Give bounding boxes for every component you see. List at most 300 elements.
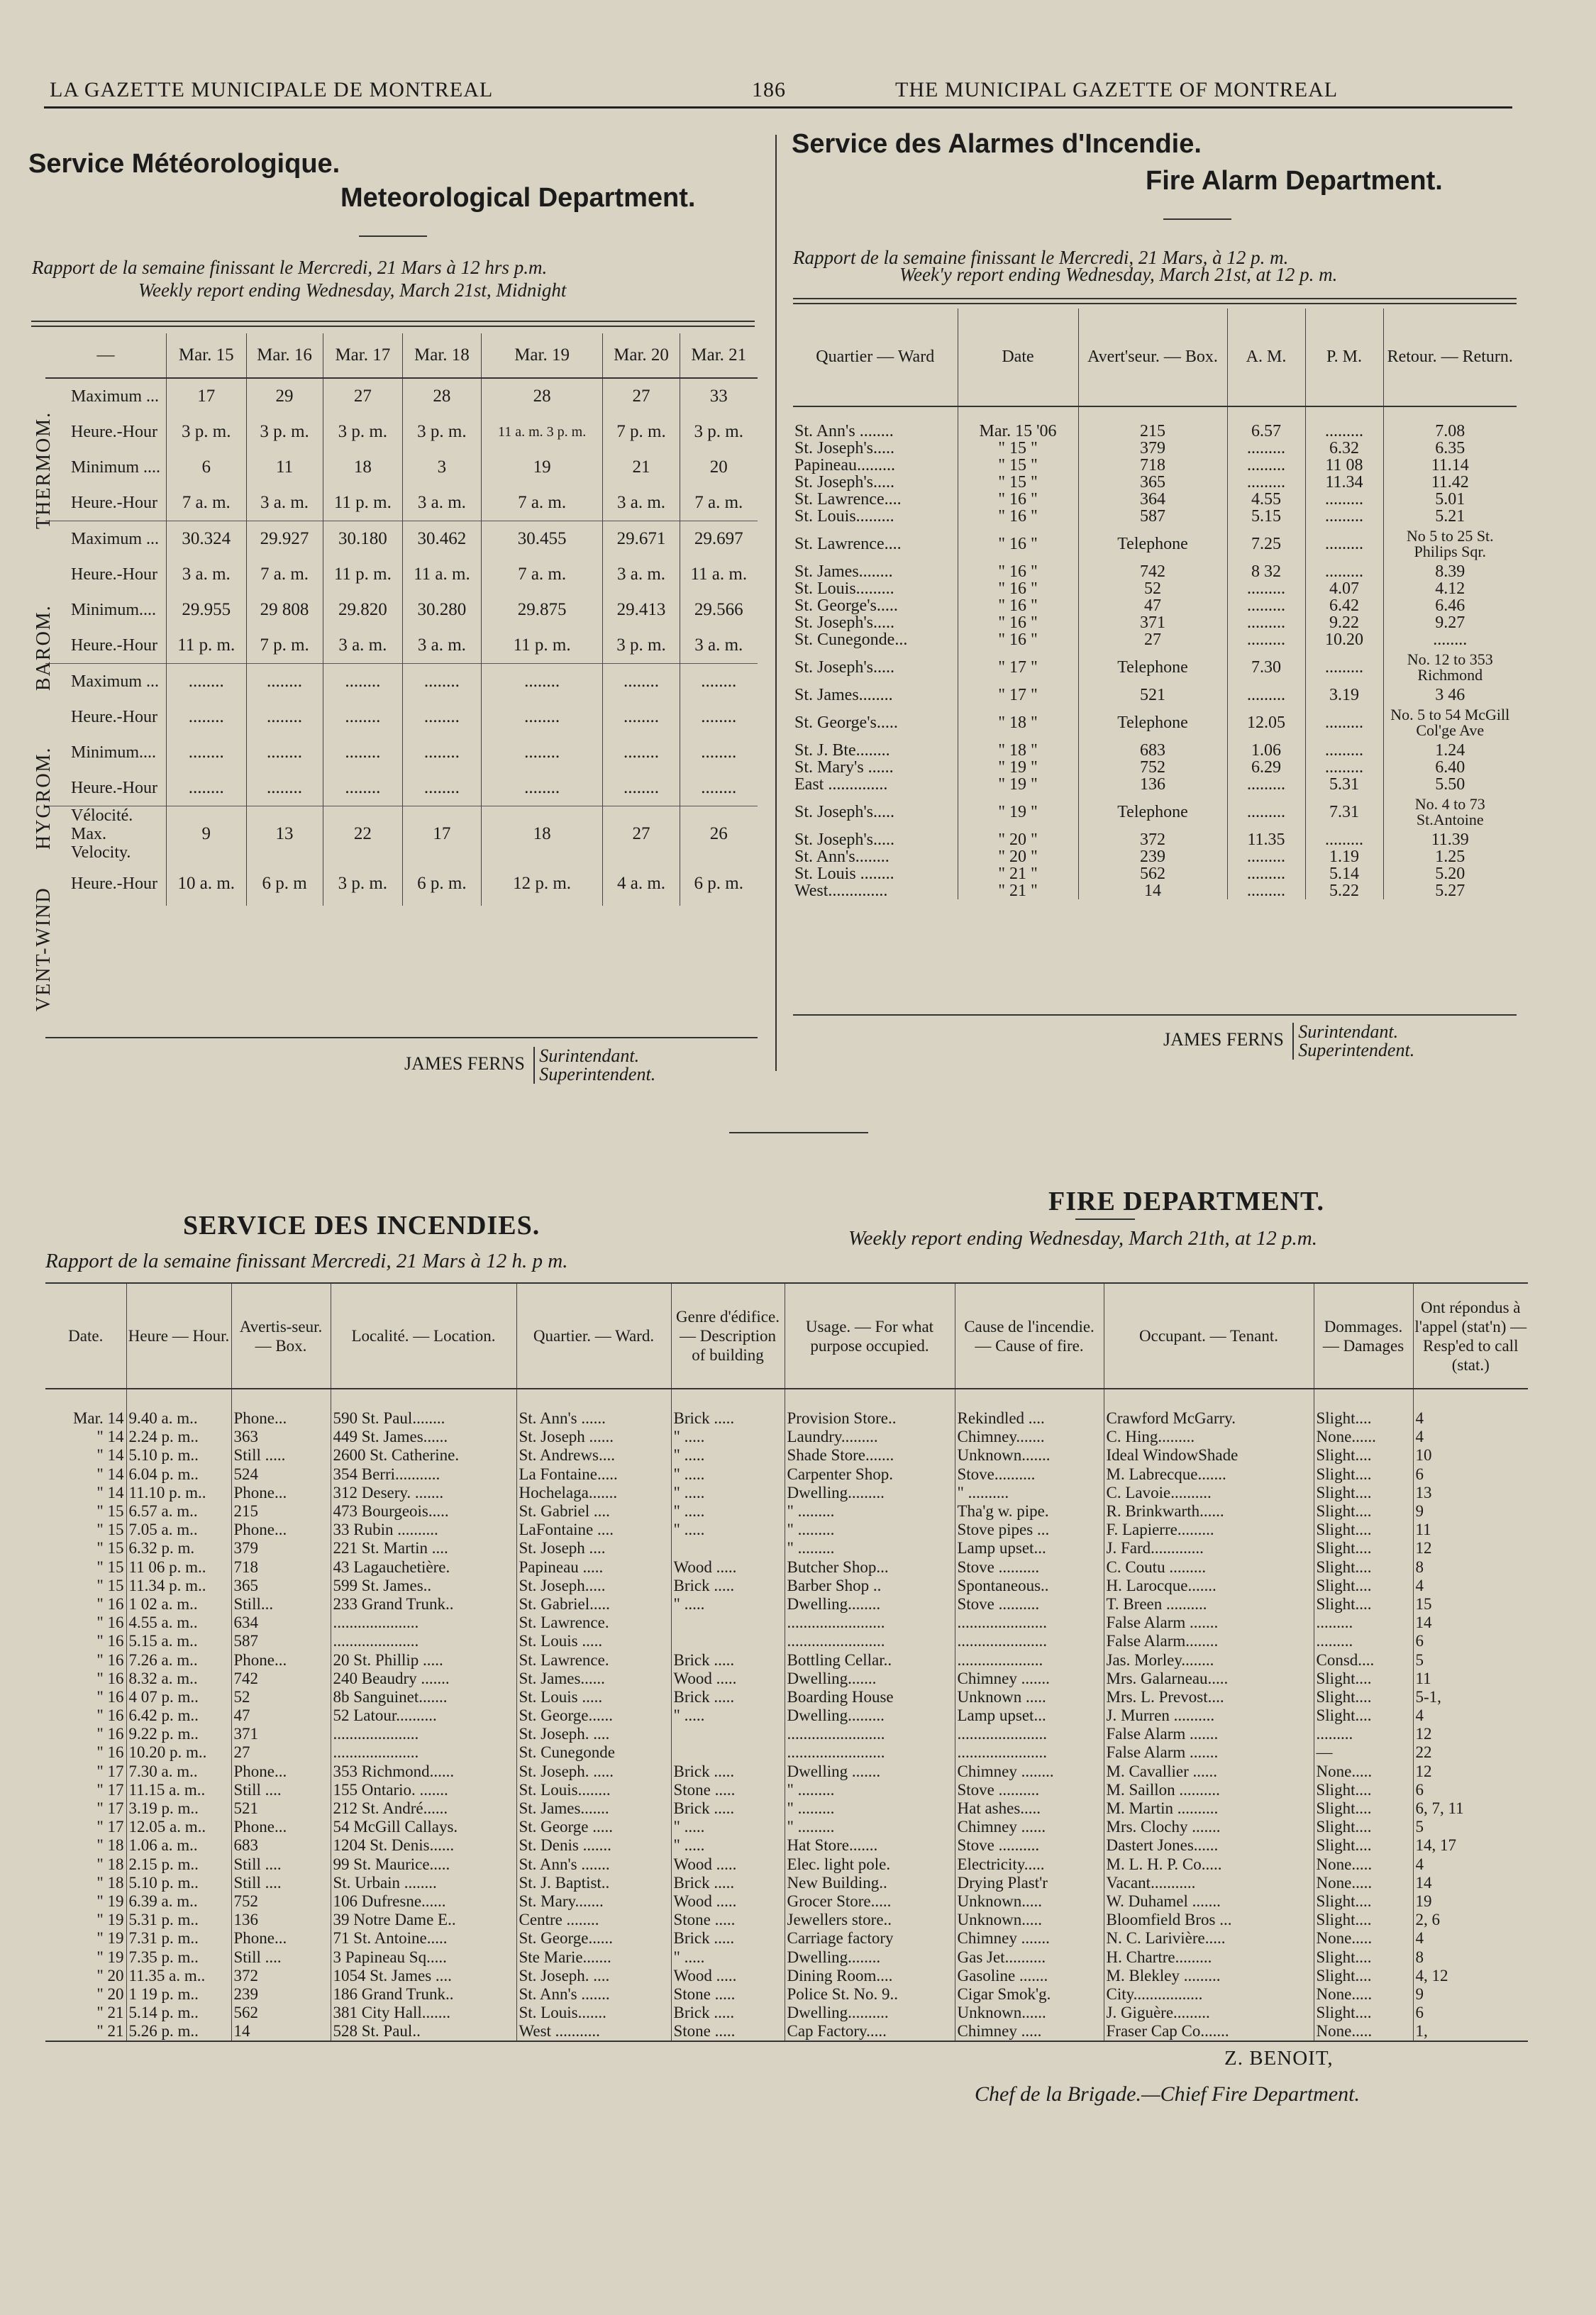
fire-cell: St. Joseph .... (516, 1539, 671, 1558)
fire-cell: Boarding House (785, 1688, 955, 1706)
alarm-cell: " 18 " (958, 742, 1078, 759)
fire-cell: Slight.... (1314, 1465, 1413, 1484)
fire-cell: " ..... (671, 1465, 785, 1484)
alarm-cell: 4.07 (1305, 580, 1383, 597)
fire-cell: Centre ........ (516, 1911, 671, 1929)
fire-cell: " 17 (96, 1780, 124, 1799)
fire-row (45, 1484, 1528, 1502)
meteo-cell: 7 p. m. (603, 414, 680, 450)
fire-cell: Dining Room.... (785, 1967, 955, 1985)
meteo-cell: ........ (246, 735, 323, 770)
fire-cell: 590 St. Paul........ (331, 1389, 516, 1428)
fire-cell: St. Louis........ (516, 1781, 671, 1799)
fire-cell: Rekindled .... (955, 1389, 1104, 1428)
fire-cell: Slight.... (1314, 1799, 1413, 1818)
fire-cell: " 14 (96, 1428, 124, 1446)
fire-cell: Slight.... (1314, 1558, 1413, 1577)
fire-body (45, 1389, 1528, 2041)
alarm-cell: " 18 " (958, 704, 1078, 742)
fire-cell: 587 (231, 1632, 331, 1650)
alarm-row (793, 776, 1517, 793)
fire-cell: H. Larocque....... (1104, 1577, 1314, 1595)
alarm-cell: 12.05 (1227, 704, 1305, 742)
fire-cell: Consd.... (1314, 1650, 1413, 1669)
fire-cell (671, 1743, 785, 1762)
meteo-cell: 3 p. m. (323, 414, 403, 450)
alarm-row (793, 525, 1517, 563)
fire-cell: " ......... (785, 1818, 955, 1836)
meteo-cell: 22 (323, 806, 403, 862)
fire-cell: 11.35 a. m.. (126, 1967, 231, 1985)
fire-cell: Slight.... (1314, 1688, 1413, 1706)
fire-cell: " 20 (96, 1966, 124, 1984)
fire-cell: Dwelling......... (785, 1484, 955, 1502)
fire-cell: Unknown..... (955, 1892, 1104, 1911)
fire-row (45, 1650, 1528, 1669)
alarm-cell: " 16 " (958, 491, 1078, 508)
fire-cell: St. Gabriel..... (516, 1595, 671, 1614)
meteo-cell: ........ (403, 735, 482, 770)
fire-cell: " 19 (96, 1929, 124, 1948)
alarm-sig-name: JAMES FERNS (1163, 1028, 1284, 1050)
meteo-cell: 6 p. m (246, 862, 323, 906)
fire-cell: M. Cavallier ...... (1104, 1762, 1314, 1781)
fire-cell: 1.06 a. m.. (126, 1836, 231, 1855)
fire-cell: Chimney....... (955, 1428, 1104, 1446)
alarm-row (793, 648, 1517, 687)
meteo-row (45, 592, 758, 628)
meteo-cell: 3 a. m. (403, 485, 482, 521)
fire-cell: " 19 (96, 1911, 124, 1929)
fire-cell: Still... (231, 1595, 331, 1614)
fire-cell: Phone... (231, 1762, 331, 1781)
meteo-cell: 27 (323, 378, 403, 414)
fire-cell: 6, 7, 11 (1413, 1799, 1528, 1818)
alarm-cell: " 21 " (958, 865, 1078, 882)
meteo-row (45, 521, 758, 557)
fire-cell: " 16 (96, 1632, 124, 1650)
fire-cell: " 19 (96, 1948, 124, 1966)
fire-cell: H. Chartre......... (1104, 1948, 1314, 1966)
meteo-cell: 20 (680, 450, 758, 485)
fire-cell: 5.10 p. m.. (126, 1874, 231, 1892)
fire-cell: St. Lawrence. (516, 1614, 671, 1632)
fire-subtitle-en: Weekly report ending Wednesday, March 21th, at 12 p.m. (848, 1227, 1317, 1250)
meteo-cell: 3 p. m. (603, 628, 680, 664)
meteo-col-header: Mar. 18 (403, 333, 482, 378)
fire-cell: 12 (1413, 1762, 1528, 1781)
meteo-cell: 9 (167, 806, 247, 862)
alarm-cell: 7.31 (1305, 793, 1383, 831)
fire-cell: 3 Papineau Sq..... (331, 1948, 516, 1966)
alarm-cell: St. Louis ........ (794, 865, 894, 882)
fire-cell: None..... (1314, 1874, 1413, 1892)
fire-cell: ......... (1314, 1725, 1413, 1743)
fire-cell: St. James...... (516, 1670, 671, 1688)
meteo-cell: ........ (481, 770, 603, 806)
meteo-cell: 29.671 (603, 521, 680, 557)
meteo-row-label: Heure.-Hour (71, 565, 157, 584)
fire-cell: 5.15 a. m.. (126, 1632, 231, 1650)
alarm-cell: 1.06 (1227, 742, 1305, 759)
alarm-row (793, 508, 1517, 525)
fire-row (45, 1892, 1528, 1911)
alarm-cell: St. Ann's ........ (794, 422, 894, 440)
fire-row (45, 1428, 1528, 1446)
fire-cell: 6 (1413, 1632, 1528, 1650)
fire-row (45, 1632, 1528, 1650)
fire-cell: Spontaneous.. (955, 1577, 1104, 1595)
fire-cell (671, 1614, 785, 1632)
fire-cell: 4 07 p. m.. (126, 1688, 231, 1706)
fire-cell: ...................... (955, 1725, 1104, 1743)
fire-cell: Unknown....... (955, 1446, 1104, 1465)
fire-cell: 39 Notre Dame E.. (331, 1911, 516, 1929)
fire-cell: " 16 (96, 1725, 124, 1743)
group-label-wind: VENT-WIND (33, 887, 55, 1011)
fire-cell: Stone ..... (671, 1911, 785, 1929)
alarm-cell: ......... (1305, 648, 1383, 687)
fire-cell: " ......... (785, 1502, 955, 1521)
fire-cell: Dwelling......... (785, 1706, 955, 1725)
alarm-cell: ......... (1227, 865, 1305, 882)
meteo-cell: 7 a. m. (481, 557, 603, 592)
alarm-row (793, 631, 1517, 648)
fire-cell: St. Andrews.... (516, 1446, 671, 1465)
alarm-cell: " 21 " (958, 882, 1078, 899)
fire-sig-title: Chef de la Brigade.—Chief Fire Department. (975, 2082, 1360, 2106)
fire-cell: 1054 St. James .... (331, 1967, 516, 1985)
alarm-cell: 5.27 (1383, 882, 1517, 899)
fire-row (45, 1465, 1528, 1484)
fire-cell: Brick ..... (671, 1389, 785, 1428)
fire-cell: Bottling Cellar.. (785, 1650, 955, 1669)
fire-cell: " 17 (96, 1818, 124, 1836)
meteo-row-label: Heure.-Hour (71, 707, 157, 726)
fire-cell: Ste Marie....... (516, 1948, 671, 1966)
fire-cell: 4 (1413, 1577, 1528, 1595)
fire-cell: ...................... (955, 1743, 1104, 1762)
fire-cell: St. Denis ....... (516, 1836, 671, 1855)
meteo-cell: 3 a. m. (246, 485, 323, 521)
meteo-cell: ........ (246, 664, 323, 700)
meteo-cell: 19 (481, 450, 603, 485)
fire-cell: Slight.... (1314, 1539, 1413, 1558)
alarm-col-header: Avert'seur. — Box. (1078, 309, 1227, 406)
meteo-cell: 6 p. m. (403, 862, 482, 906)
fire-cell: F. Lapierre......... (1104, 1521, 1314, 1539)
fire-row (45, 1389, 1528, 1428)
meteo-row (45, 414, 758, 450)
fire-cell: ........................ (785, 1632, 955, 1650)
alarm-cell: St. Lawrence.... (794, 491, 902, 508)
alarm-cell: 27 (1078, 631, 1227, 648)
header-rule (44, 106, 1512, 109)
fire-cell: Stove .......... (955, 1781, 1104, 1799)
meteo-cell: 6 p. m. (680, 862, 758, 906)
fire-row (45, 1688, 1528, 1706)
alarm-cell: 6.35 (1383, 440, 1517, 457)
fire-cell: 1 19 p. m.. (126, 1985, 231, 2004)
fire-short-rule (1075, 1218, 1135, 1220)
fire-cell: Phone... (231, 1650, 331, 1669)
alarm-cell: St. James........ (794, 563, 893, 580)
alarm-cell: 7.25 (1227, 525, 1305, 563)
fire-cell: Jas. Morley........ (1104, 1650, 1314, 1669)
fire-cell: " 15 (96, 1576, 124, 1594)
alarm-cell: 5.21 (1383, 508, 1517, 525)
fire-cell: St. Louis ..... (516, 1688, 671, 1706)
fire-cell: Wood ..... (671, 1967, 785, 1985)
fire-cell: 99 St. Maurice..... (331, 1855, 516, 1874)
alarm-cell: 683 (1078, 742, 1227, 759)
fire-cell: 7.31 p. m.. (126, 1929, 231, 1948)
alarm-cell: 14 (1078, 882, 1227, 899)
fire-cell: 11.10 p. m.. (126, 1484, 231, 1502)
fire-cell: 11.15 a. m.. (126, 1781, 231, 1799)
fire-row (45, 1929, 1528, 1948)
fire-cell: 12.05 a. m.. (126, 1818, 231, 1836)
fire-cell: Ideal WindowShade (1104, 1446, 1314, 1465)
alarm-cell: ......... (1227, 793, 1305, 831)
alarm-cell: 6.46 (1383, 597, 1517, 614)
fire-cell: Phone... (231, 1929, 331, 1948)
fire-cell: 599 St. James.. (331, 1577, 516, 1595)
alarm-cell: 364 (1078, 491, 1227, 508)
fire-cell: 7.30 a. m.. (126, 1762, 231, 1781)
alarm-row (793, 865, 1517, 882)
fire-cell: 15 (1413, 1595, 1528, 1614)
meteo-cell: 29.927 (246, 521, 323, 557)
meteo-col-header: Mar. 16 (246, 333, 323, 378)
fire-cell: Hat ashes..... (955, 1799, 1104, 1818)
fire-cell: 54 McGill Callays. (331, 1818, 516, 1836)
alarm-cell: 47 (1078, 597, 1227, 614)
alarm-cell: " 19 " (958, 793, 1078, 831)
alarm-cell: 7.30 (1227, 648, 1305, 687)
fire-cell: 1 02 a. m.. (126, 1595, 231, 1614)
alarm-subtitle-fr: Rapport de la semaine finissant le Mercredi, 21 Mars, à 12 p. m. (793, 247, 1289, 268)
fire-cell: Slight.... (1314, 1389, 1413, 1428)
meteo-cell: ........ (603, 664, 680, 700)
meteo-col-header: Mar. 20 (603, 333, 680, 378)
alarm-row (793, 474, 1517, 491)
fire-cell: 528 St. Paul.. (331, 2022, 516, 2041)
fire-cell: " ......... (785, 1799, 955, 1818)
fire-cell: ..................... (331, 1614, 516, 1632)
meteo-row (45, 378, 758, 414)
alarm-cell: 6.42 (1305, 597, 1383, 614)
meteo-cell: ........ (403, 664, 482, 700)
alarm-cell: St. George's..... (794, 597, 898, 614)
fire-cell: 634 (231, 1614, 331, 1632)
fire-cell: Brick ..... (671, 1688, 785, 1706)
meteo-cell: 27 (603, 806, 680, 862)
meteo-cell: 11 a. m. (680, 557, 758, 592)
fire-cell: 312 Desery. ....... (331, 1484, 516, 1502)
alarm-cell: St. Louis......... (794, 508, 894, 525)
alarm-cell: 4.12 (1383, 580, 1517, 597)
alarm-body (793, 406, 1517, 899)
fire-cell: 14 (231, 2022, 331, 2041)
alarm-cell: St. Joseph's..... (794, 474, 895, 491)
fire-sig-name: Z. BENOIT, (1224, 2047, 1334, 2070)
fire-cell: 221 St. Martin .... (331, 1539, 516, 1558)
meteo-cell: 11 (246, 450, 323, 485)
fire-cell: Phone... (231, 1484, 331, 1502)
alarm-cell: " 20 " (958, 831, 1078, 848)
fire-row (45, 1818, 1528, 1836)
fire-cell: 752 (231, 1892, 331, 1911)
fire-cell: Carriage factory (785, 1929, 955, 1948)
fire-cell: Phone... (231, 1389, 331, 1428)
alarm-cell: 5.31 (1305, 776, 1383, 793)
fire-row (45, 2022, 1528, 2041)
fire-cell: Phone... (231, 1818, 331, 1836)
meteo-cell: 26 (680, 806, 758, 862)
fire-cell: 6.57 a. m.. (126, 1502, 231, 1521)
running-head-right: THE MUNICIPAL GAZETTE OF MONTREAL (895, 78, 1339, 101)
meteo-cell: 3 p. m. (680, 414, 758, 450)
alarm-row (793, 831, 1517, 848)
alarm-cell: ......... (1227, 614, 1305, 631)
fire-cell: Chimney ...... (955, 1818, 1104, 1836)
fire-cell: 9.22 p. m.. (126, 1725, 231, 1743)
fire-cell: 186 Grand Trunk.. (331, 1985, 516, 2004)
meteo-row-label: Heure.-Hour (71, 493, 157, 512)
meteo-sig-fr: Surintendant. (539, 1045, 640, 1066)
alarm-short-rule (1163, 218, 1231, 220)
meteo-cell: 3 p. m. (246, 414, 323, 450)
fire-cell: Brick ..... (671, 1577, 785, 1595)
fire-cell: Barber Shop .. (785, 1577, 955, 1595)
fire-cell: Slight.... (1314, 1502, 1413, 1521)
fire-row (45, 2004, 1528, 2022)
alarm-cell: St. Joseph's..... (794, 831, 895, 848)
fire-cell: False Alarm........ (1104, 1632, 1314, 1650)
alarm-cell: 5.22 (1305, 882, 1383, 899)
fire-cell: J. Fard............. (1104, 1539, 1314, 1558)
fire-cell: Stone ..... (671, 2022, 785, 2041)
fire-cell: 10 (1413, 1446, 1528, 1465)
fire-cell: 353 Richmond...... (331, 1762, 516, 1781)
meteo-cell: ........ (167, 699, 247, 735)
alarm-cell: 11.14 (1383, 457, 1517, 474)
fire-col-header: Usage. — For what purpose occupied. (785, 1283, 955, 1389)
fire-title-en: FIRE DEPARTMENT. (1048, 1187, 1325, 1216)
fire-cell: 4 (1413, 1855, 1528, 1874)
alarm-cell: St. Joseph's..... (794, 658, 895, 677)
alarm-cell: Telephone (1078, 704, 1227, 742)
fire-cell: Slight.... (1314, 1484, 1413, 1502)
group-label-thermom: THERMOM. (33, 411, 55, 529)
fire-col-header: Ont répondus à l'appel (stat'n) — Resp'ed to call (stat.) (1413, 1283, 1528, 1389)
meteo-cell: 3 a. m. (403, 628, 482, 664)
alarm-cell: 239 (1078, 848, 1227, 865)
fire-cell: St. Lawrence. (516, 1650, 671, 1669)
fire-cell: M. Saillon .......... (1104, 1781, 1314, 1799)
fire-cell: Carpenter Shop. (785, 1465, 955, 1484)
fire-cell: 4.55 a. m.. (126, 1614, 231, 1632)
section-separator (729, 1132, 868, 1133)
fire-cell: " 16 (96, 1650, 124, 1669)
fire-row (45, 1762, 1528, 1781)
alarm-cell: St. Louis......... (794, 580, 894, 597)
alarm-cell: ......... (1305, 831, 1383, 848)
meteo-cell: 3 p. m. (403, 414, 482, 450)
fire-cell: Laundry......... (785, 1428, 955, 1446)
fire-cell: 2600 St. Catherine. (331, 1446, 516, 1465)
fire-cell: 13 (1413, 1484, 1528, 1502)
fire-cell: La Fontaine..... (516, 1465, 671, 1484)
fire-cell: St. Ann's ....... (516, 1985, 671, 2004)
fire-cell: Slight.... (1314, 1521, 1413, 1539)
meteo-cell: 27 (603, 378, 680, 414)
fire-cell: ..................... (331, 1743, 516, 1762)
meteo-sig-en: Superintendent. (539, 1064, 656, 1084)
alarm-col-header: A. M. (1227, 309, 1305, 406)
alarm-cell: St. Cunegonde... (794, 631, 908, 648)
alarm-cell: ......... (1305, 525, 1383, 563)
alarm-cell: 752 (1078, 759, 1227, 776)
fire-cell: 363 (231, 1428, 331, 1446)
fire-cell: 524 (231, 1465, 331, 1484)
fire-cell: ...................... (955, 1614, 1104, 1632)
meteo-cell: 12 p. m. (481, 862, 603, 906)
meteo-row-label: Heure.-Hour (71, 874, 157, 893)
fire-cell: 473 Bourgeois..... (331, 1502, 516, 1521)
fire-cell: Chimney ........ (955, 1762, 1104, 1781)
fire-cell: J. Murren .......... (1104, 1706, 1314, 1725)
fire-col-header: Cause de l'incendie. — Cause of fire. (955, 1283, 1104, 1389)
fire-title-fr: SERVICE DES INCENDIES. (183, 1211, 541, 1240)
fire-cell: " 16 (96, 1706, 124, 1725)
alarm-cell: 372 (1078, 831, 1227, 848)
meteo-signature (404, 1047, 655, 1084)
alarm-cell: ......... (1227, 440, 1305, 457)
fire-cell: 372 (231, 1967, 331, 1985)
meteo-cell: 29.697 (680, 521, 758, 557)
fire-cell: Still .... (231, 1874, 331, 1892)
alarm-cell: " 17 " (958, 648, 1078, 687)
alarm-row (793, 563, 1517, 580)
fire-cell: " 16 (96, 1743, 124, 1762)
fire-cell: St. J. Baptist.. (516, 1874, 671, 1892)
fire-cell: " 15 (96, 1521, 124, 1539)
fire-cell: St. Joseph ...... (516, 1428, 671, 1446)
fire-cell: 2.24 p. m.. (126, 1428, 231, 1446)
meteo-cell: ........ (680, 735, 758, 770)
alarm-cell: 6.40 (1383, 759, 1517, 776)
alarm-cell: 587 (1078, 508, 1227, 525)
fire-cell: St. Joseph. .... (516, 1967, 671, 1985)
fire-cell: St. Louis....... (516, 2004, 671, 2022)
fire-cell: Dwelling ....... (785, 1762, 955, 1781)
fire-cell: " ..... (671, 1502, 785, 1521)
meteo-cell: 17 (167, 378, 247, 414)
fire-cell: 2.15 p. m.. (126, 1855, 231, 1874)
alarm-cell: ......... (1305, 491, 1383, 508)
meteo-row-label: Maximum ... (45, 664, 167, 700)
alarm-bottom-rule (793, 1014, 1517, 1016)
meteo-row (45, 664, 758, 700)
fire-row (45, 1874, 1528, 1892)
meteo-cell: 3 a. m. (167, 557, 247, 592)
fire-col-header: Localité. — Location. (331, 1283, 516, 1389)
alarm-cell: ......... (1227, 597, 1305, 614)
alarm-cell: " 15 " (958, 474, 1078, 491)
meteo-col-header: Mar. 17 (323, 333, 403, 378)
